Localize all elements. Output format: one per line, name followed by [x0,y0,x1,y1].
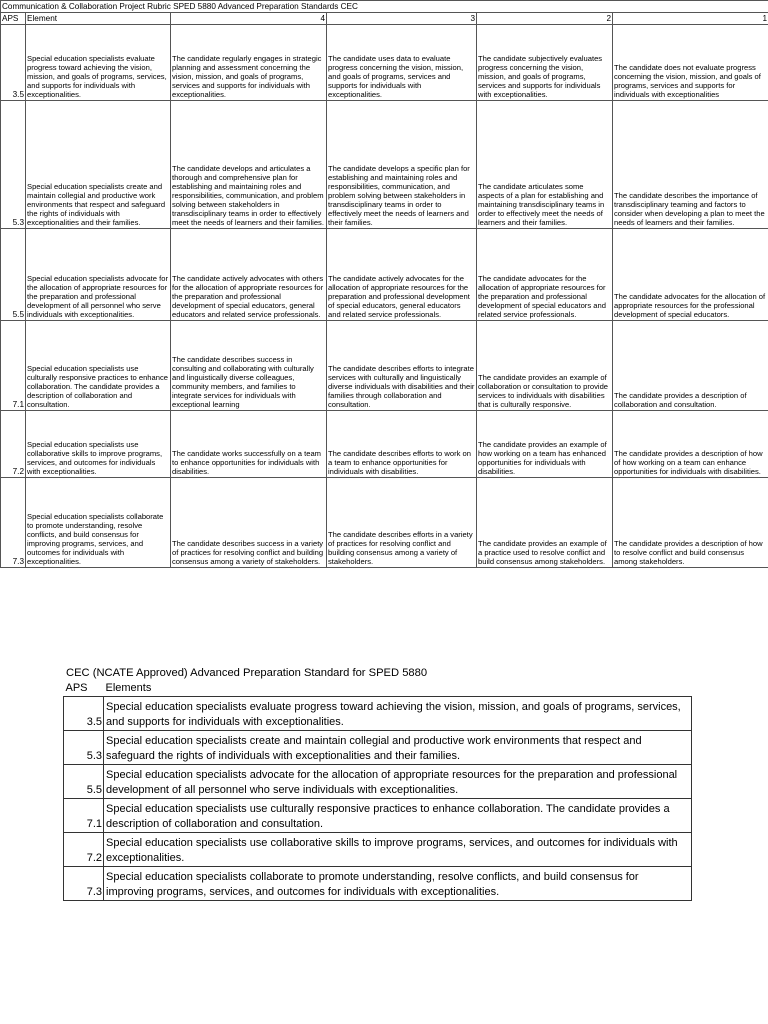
rubric-element: Special education specialists advocate for the allocation of appropriate resources for the preparation and professional development of all personnel who serve individuals with exceptionalities. [26,229,171,321]
rubric-row [1,25,768,101]
standards-element: Special education specialists advocate for the allocation of appropriate resources for the preparation and professional development of all personnel who serve individuals with exceptionalities. [104,764,692,798]
standards-element: Special education specialists collaborate to promote understanding, resolve conflicts, and build consensus for improving programs, services, and outcomes for individuals with exceptionalities. [104,866,692,900]
rubric-score-1: The candidate advocates for the allocation of appropriate resources for the professional development of special educators. [613,229,768,321]
standards-row [64,730,692,764]
rubric-score-3: The candidate describes efforts to work on a team to enhance opportunities for individuals with disabilities. [327,411,477,478]
rubric-score-1: The candidate does not evaluate progress concerning the vision, mission, and goals of programs, services and supports for individuals with exceptionalities [613,25,768,101]
rubric-score-1: The candidate provides a description of how to resolve conflict and build consensus among stakeholders. [613,478,768,568]
header-score-1: 1 [613,13,768,25]
rubric-element: Special education specialists use collaborative skills to improve programs, services, and outcomes for individuals with exceptionalities. [26,411,171,478]
standards-title: CEC (NCATE Approved) Advanced Preparation Standard for SPED 5880 [66,667,428,679]
rubric-row [1,101,768,229]
rubric-score-1: The candidate provides a description of collaboration and consultation. [613,321,768,411]
rubric-row [1,229,768,321]
rubric-element: Special education specialists create and maintain collegial and productive work environments that respect and safeguard the rights of individuals with exceptionalities and their families. [26,101,171,229]
standards-table [63,681,692,901]
standards-row [64,696,692,730]
standards-row [64,866,692,900]
rubric-score-2: The candidate provides an example of collaboration or consultation to provide services to individuals with disabilities that is culturally responsive. [477,321,613,411]
rubric-score-4: The candidate regularly engages in strategic planning and assessment concerning the vision, mission, and goals of programs, services and supports for individuals with exceptionalities. [171,25,327,101]
rubric-score-2: The candidate provides an example of a practice used to resolve conflict and build consensus among stakeholders. [477,478,613,568]
rubric-aps: 7.1 [1,321,26,411]
rubric-score-3: The candidate describes efforts to integrate services with culturally and linguistically diverse individuals with disabilities and their families through collaboration and consultation. [327,321,477,411]
standards-header-row [64,681,692,696]
rubric-score-3: The candidate develops a specific plan for establishing and maintaining roles and responsibilities, communication, and problem solving between stakeholders in transdisciplinary teams in order to effectively meet the needs of learners and their families. [327,101,477,229]
header-score-3: 3 [327,13,477,25]
standards-header-elements: Elements [104,681,692,696]
rubric-aps: 3.5 [1,25,26,101]
rubric-score-4: The candidate works successfully on a team to enhance opportunities for individuals with disabilities. [171,411,327,478]
standards-aps: 7.3 [64,866,104,900]
rubric-score-2: The candidate provides an example of how working on a team has enhanced opportunities for individuals with disabilities. [477,411,613,478]
standards-element: Special education specialists use culturally responsive practices to enhance collaboration. The candidate provides a description of collaboration and consultation. [104,798,692,832]
rubric-score-3: The candidate describes efforts in a variety of practices for resolving conflict and building consensus among a variety of stakeholders. [327,478,477,568]
standards-aps: 7.2 [64,832,104,866]
rubric-row [1,321,768,411]
rubric-header-row [1,13,768,25]
standards-element: Special education specialists evaluate progress toward achieving the vision, mission, and goals of programs, services, and supports for individuals with exceptionalities. [104,696,692,730]
standards-aps: 5.5 [64,764,104,798]
standards-element: Special education specialists use collaborative skills to improve programs, services, and outcomes for individuals with exceptionalities. [104,832,692,866]
header-score-4: 4 [171,13,327,25]
rubric-score-2: The candidate articulates some aspects of a plan for establishing and maintaining transdisciplinary teams in order to effectively meet the needs of learners and their families. [477,101,613,229]
rubric-element: Special education specialists evaluate progress toward achieving the vision, mission, and goals of programs, services, and supports for individuals with exceptionalities. [26,25,171,101]
standards-aps: 5.3 [64,730,104,764]
rubric-score-2: The candidate advocates for the allocation of appropriate resources for the preparation and professional development of special educators and related service professionals. [477,229,613,321]
standards-row [64,764,692,798]
standards-aps: 7.1 [64,798,104,832]
rubric-aps: 7.3 [1,478,26,568]
rubric-element: Special education specialists collaborate to promote understanding, resolve conflicts, and build consensus for improving programs, services, and outcomes for individuals with exceptionalities. [26,478,171,568]
standards-section [63,665,691,901]
rubric-row [1,478,768,568]
rubric-row [1,411,768,478]
rubric-title-row [1,1,768,13]
rubric-title: Communication & Collaboration Project Rubric SPED 5880 Advanced Preparation Standards CEC [1,1,768,13]
rubric-element: Special education specialists use culturally responsive practices to enhance collaboration. The candidate provides a description of collaboration and consultation. [26,321,171,411]
rubric-score-2: The candidate subjectively evaluates progress concerning the vision, mission, and goals of programs, services and supports for individuals with exceptionalities. [477,25,613,101]
rubric-aps: 5.3 [1,101,26,229]
header-score-2: 2 [477,13,613,25]
rubric-aps: 5.5 [1,229,26,321]
standards-aps: 3.5 [64,696,104,730]
standards-header-aps: APS [64,681,104,696]
rubric-score-4: The candidate actively advocates with others for the allocation of appropriate resources for the preparation and professional development of special educators, general educators and related service professionals. [171,229,327,321]
rubric-score-1: The candidate describes the importance of transdisciplinary teaming and factors to consider when developing a plan to meet the needs of learners and their families. [613,101,768,229]
standards-row [64,832,692,866]
rubric-score-4: The candidate describes success in a variety of practices for resolving conflict and building consensus among a variety of stakeholders. [171,478,327,568]
header-aps: APS [1,13,26,25]
rubric-score-3: The candidate uses data to evaluate progress concerning the vision, mission, and goals of programs, services and supports for individuals with exceptionalities. [327,25,477,101]
rubric-score-1: The candidate provides a description of how of how working on a team can enhance opportunities for individuals with disabilities. [613,411,768,478]
rubric-score-4: The candidate describes success in consulting and collaborating with culturally and linguistically diverse colleagues, community members, and families to integrate services for individuals with exceptional learning [171,321,327,411]
standards-element: Special education specialists create and maintain collegial and productive work environments that respect and safeguard the rights of individuals with exceptionalities and their families. [104,730,692,764]
rubric-aps: 7.2 [1,411,26,478]
rubric-score-3: The candidate actively advocates for the allocation of appropriate resources for the preparation and professional development of special educators, general educators and related service professionals. [327,229,477,321]
header-element: Element [26,13,171,25]
rubric-score-4: The candidate develops and articulates a thorough and comprehensive plan for establishing and maintaining roles and responsibilities, communication, and problem solving between stakeholders in transdisciplinary teams in order to effectively meet the needs of learners and their families. [171,101,327,229]
standards-row [64,798,692,832]
